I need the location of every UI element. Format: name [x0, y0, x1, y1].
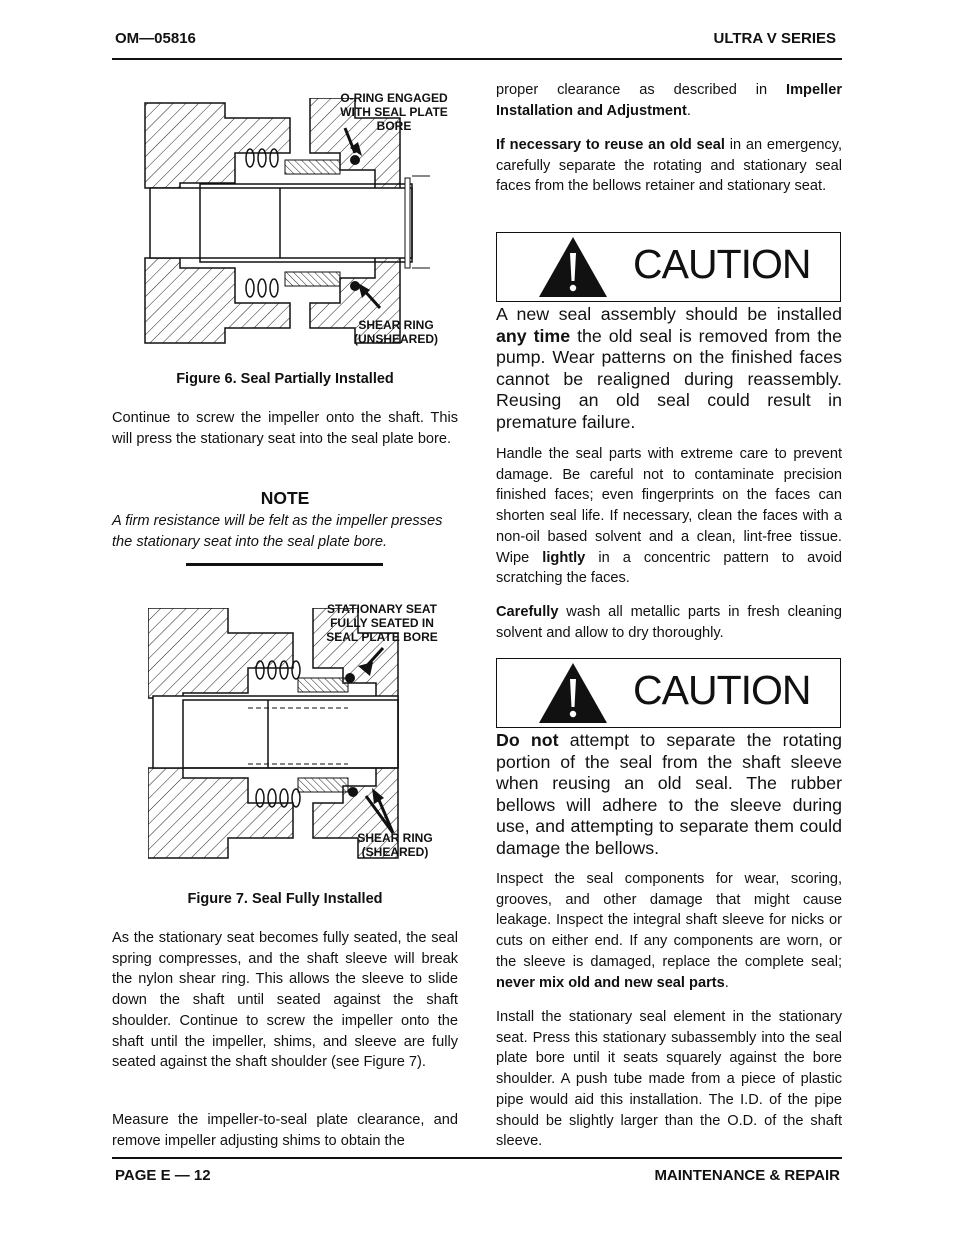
left-paragraph-3: Measure the impeller-to-seal plate clearance, and remove impeller adjusting shims to obtain the — [112, 1112, 458, 1149]
doc-number: OM—05816 — [115, 30, 196, 47]
figure-7-drawing — [148, 608, 428, 863]
ref-impeller-installation: Impeller Installation and Adjustment — [496, 82, 842, 119]
figure-7-caption: Figure 7. Seal Fully Installed — [187, 891, 383, 907]
note-text: A firm resistance will be felt as the impeller presses the stationary seat into the seal plate bore. — [112, 513, 443, 550]
right-paragraph-4: Carefully wash all metallic parts in fresh cleaning solvent and allow to dry thoroughly. — [496, 604, 842, 641]
right-paragraph-6: Install the stationary seal element in the stationary seat. Press this stationary subassembly into the seal plate bore until it seats squarely against the bore shoulder. A push tube made from a piece of plastic pipe would aid this installation. The I.D. of the pipe should be slightly larger than the O.D. of the shaft sleeve. — [496, 1009, 842, 1150]
series-title: ULTRA V SERIES — [713, 30, 836, 47]
note-title: NOTE — [260, 488, 310, 508]
right-paragraph-3: Handle the seal parts with extreme care to prevent damage. Be careful not to contaminate precision finished faces; even fingerprints on the faces can shorten seal life. If necessary, clean the faces with a non-oil based solvent and a clean, lint-free tissue. Wipe lightly in a concentric pattern to avoid scratching the faces. — [496, 446, 842, 587]
caution-box-2 — [496, 658, 841, 728]
right-paragraph-1: proper clearance as described in Impeller Installation and Adjustment. — [496, 82, 842, 119]
right-paragraph-2: If necessary to reuse an old seal in an emergency, carefully separate the rotating and stationary seal faces from the bellows retainer and stationary seat. — [496, 137, 843, 195]
figure-6-caption: Figure 6. Seal Partially Installed — [176, 371, 394, 387]
header-rule — [112, 58, 842, 60]
figure-6-label-top: O-RING ENGAGED WITH SEAL PLATE BORE — [340, 91, 448, 133]
right-paragraph-5: Inspect the seal components for wear, scoring, grooves, and other damage that might cause leakage. Inspect the integral shaft sleeve for nicks or cuts on either end. If any components are worn, or the sleeve is damaged, replace the complete seal; never mix old and new seal parts. — [496, 871, 842, 991]
caution-box-1 — [496, 232, 841, 302]
figure-6-label-bottom: SHEAR RING (UNSHEARED) — [354, 318, 438, 346]
figure-7-label-top: STATIONARY SEAT FULLY SEATED IN SEAL PLATE BORE — [326, 602, 438, 644]
caution-word-2: CAUTION — [633, 667, 811, 713]
left-paragraph-1: Continue to screw the impeller onto the shaft. This will press the stationary seat into the seal plate bore. — [112, 410, 458, 447]
footer-rule — [112, 1157, 842, 1159]
figure-7-label-bottom: SHEAR RING (SHEARED) — [357, 831, 433, 859]
warning-triangle-icon — [537, 661, 609, 725]
warning-triangle-icon — [537, 235, 609, 299]
caution-word-1: CAUTION — [633, 241, 811, 287]
note-end-rule — [186, 563, 383, 566]
page-number: PAGE E — 12 — [115, 1167, 211, 1184]
caution-text-1: A new seal assembly should be installed any time the old seal is removed from the pump. Wear patterns on the finished faces cannot be realigned during reassembly. Reusing an old seal could result in premature failure. — [496, 304, 842, 432]
section-title: MAINTENANCE & REPAIR — [654, 1167, 840, 1184]
left-paragraph-2: As the stationary seat becomes fully seated, the seal spring compresses, and the shaft sleeve will break the nylon shear ring. This allows the sleeve to slide down the shaft until seated against the shaft shoulder. Continue to screw the impeller onto the shaft until the impeller, shims, and sleeve are fully seated against the shaft shoulder (see Figure 7). — [112, 930, 458, 1071]
caution-text-2: Do not attempt to separate the rotating portion of the seal from the shaft sleeve when reusing an old seal. The rubber bellows will adhere to the sleeve during use, and attempting to separate them could damage the bellows. — [496, 730, 842, 858]
figure-6-drawing — [140, 98, 440, 348]
